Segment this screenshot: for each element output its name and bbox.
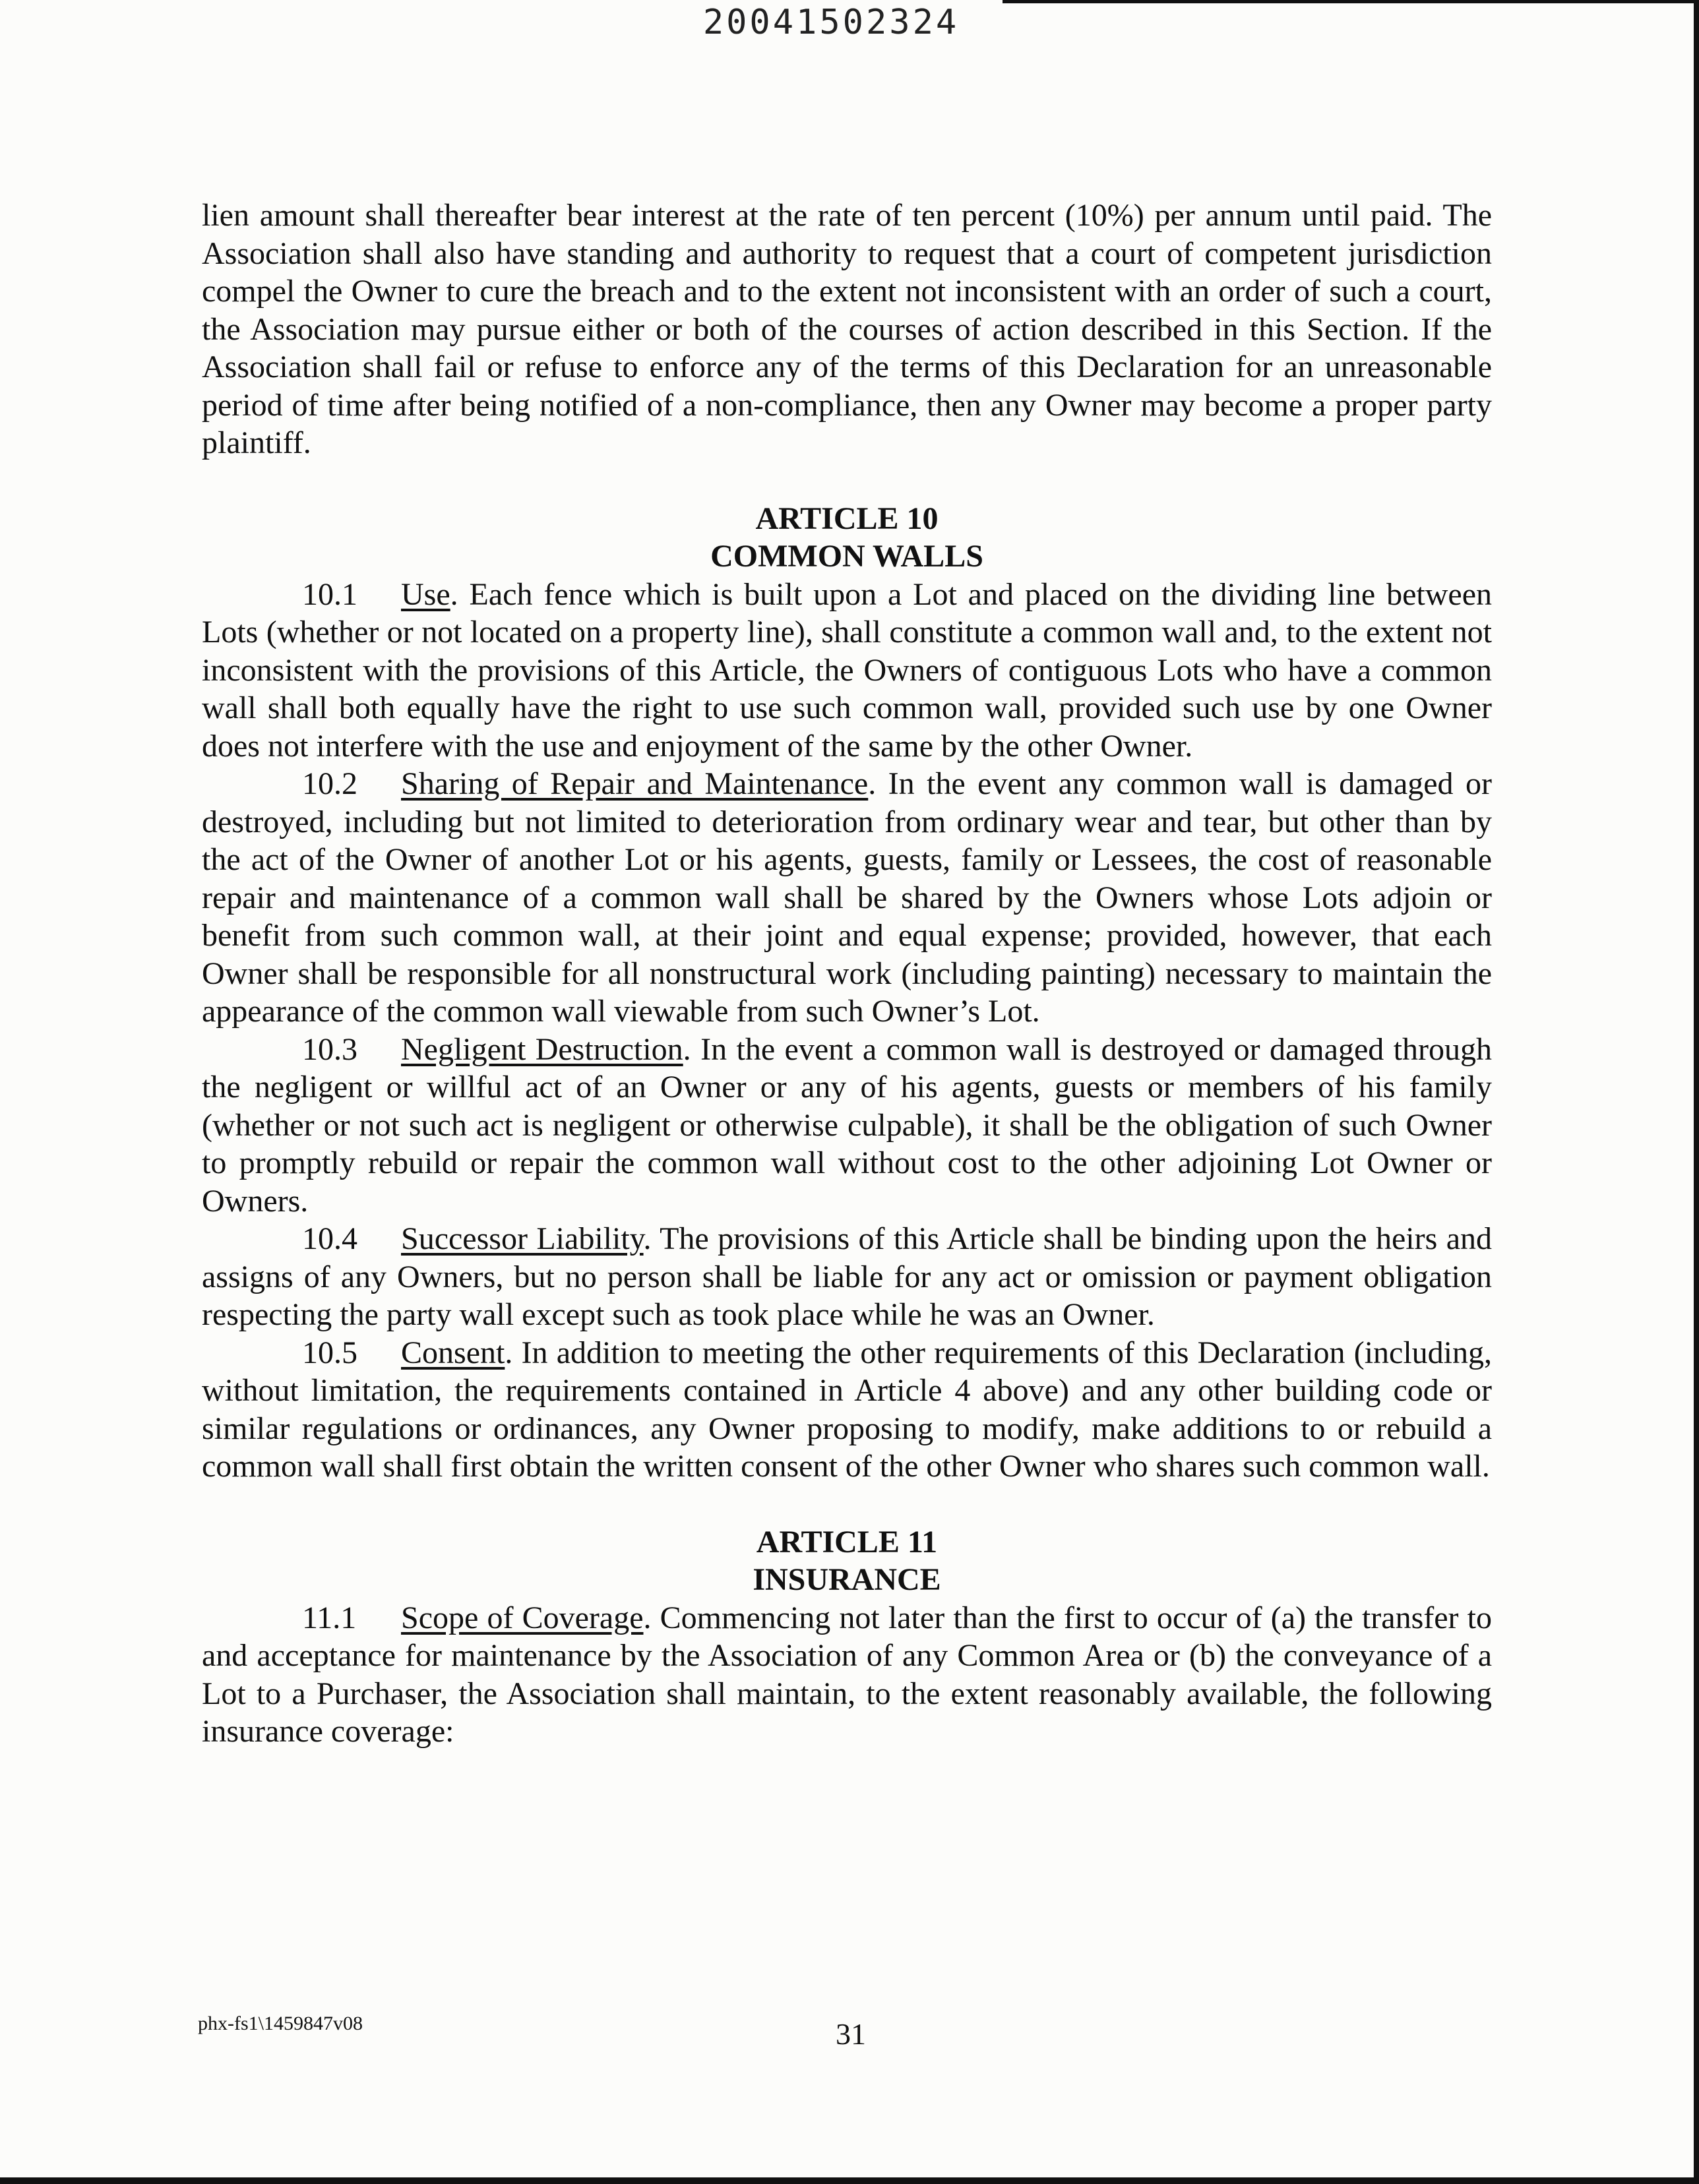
section-title: Sharing of Repair and Maintenance (401, 766, 869, 801)
section-number: 10.2 (302, 766, 357, 801)
section-text: . In the event any common wall is damaged or destroyed, including but not limited to deterioration from ordinary wear and tear, but other than by the act of the Owner of another Lot or his agents, guests, family or Lessees, the cost of reasonable repair and maintenance of a common wall shall be shared by the Owners whose Lots adjoin or benefit from such common wall, at their joint and equal expense; provided, however, that each Owner shall be responsible for all nonstructural work (including painting) necessary to maintain the appearance of the common wall viewable from such Owner’s Lot. (202, 766, 1492, 1029)
section-number: 10.4 (302, 1221, 357, 1256)
section-title: Scope of Coverage (401, 1600, 644, 1635)
section-11-1 (202, 1599, 1492, 1751)
intro-paragraph: lien amount shall thereafter bear interest at the rate of ten percent (10%) per annum until paid. The Association shall also have standing and authority to request that a court of competent jurisdiction compel the Owner to cure the breach and to the extent not inconsistent with an order of such a court, the Association may pursue either or both of the courses of action described in this Section. If the Association shall fail or refuse to enforce any of the terms of this Declaration for an unreasonable period of time after being notified of a non-compliance, then any Owner may become a proper party plaintiff. (202, 198, 1492, 460)
section-10-2 (202, 765, 1492, 1031)
article-label: ARTICLE 11 (756, 1524, 938, 1560)
section-text: . In the event a common wall is destroyed or damaged through the negligent or willful act of an Owner or any of his agents, guests or members of his family (whether or not such act is negligent or otherwise culpable), it shall be the obligation of such Owner to promptly rebuild or repair the common wall without cost to the other adjoining Lot Owner or Owners. (202, 1031, 1492, 1219)
section-title: Successor Liability (401, 1221, 644, 1256)
page-border-bottom (0, 2177, 1699, 2184)
section-number: 10.1 (302, 576, 357, 612)
file-reference: phx-fs1\1459847v08 (198, 2013, 363, 2034)
article-label: ARTICLE 10 (755, 501, 939, 536)
page-border-top (1003, 0, 1699, 3)
section-10-5 (202, 1334, 1492, 1486)
section-number: 10.3 (302, 1031, 357, 1067)
section-text: . Commencing not later than the first to occur of (a) the transfer to and acceptance for maintenance by the Association of any Common Area or (b) the conveyance of a Lot to a Purchaser, the Association shall maintain, to the extent reasonably available, the following insurance coverage: (202, 1600, 1493, 1749)
article-title: INSURANCE (753, 1562, 941, 1597)
section-text: . The provisions of this Article shall be binding upon the heirs and assigns of any Owners, but no person shall be liable for any act or omission or payment obligation respecting the party wall except such as took place while he was an Owner. (202, 1221, 1493, 1332)
article-title: COMMON WALLS (710, 539, 983, 574)
article-10-heading (202, 500, 1492, 576)
section-10-4 (202, 1220, 1492, 1334)
section-text: . Each fence which is built upon a Lot and placed on the dividing line between Lots (whether or not located on a property line), shall constitute a common wall and, to the extent not inconsistent with the provisions of this Article, the Owners of contiguous Lots who have a common wall shall both equally have the right to use such common wall, provided such use by one Owner does not interfere with the use and enjoyment of the same by the other Owner. (202, 576, 1492, 764)
document-body (202, 197, 1492, 1751)
section-10-1 (202, 576, 1492, 766)
page-number: 31 (836, 2017, 866, 2051)
section-title: Negligent Destruction (401, 1031, 683, 1067)
section-number: 11.1 (302, 1600, 357, 1635)
section-text: . In addition to meeting the other requirements of this Declaration (including, without limitation, the requirements contained in Article 4 above) and any other building code or similar regulations or ordinances, any Owner proposing to modify, make additions to or rebuild a common wall shall first obtain the written consent of the other Owner who shares such common wall. (202, 1335, 1492, 1484)
section-title: Consent (401, 1335, 505, 1370)
page-border-right (1694, 0, 1699, 2184)
article-11-heading (202, 1523, 1492, 1599)
recording-number: 20041502324 (702, 3, 960, 42)
section-title: Use (401, 576, 450, 612)
section-number: 10.5 (302, 1335, 357, 1370)
section-10-3 (202, 1031, 1492, 1221)
